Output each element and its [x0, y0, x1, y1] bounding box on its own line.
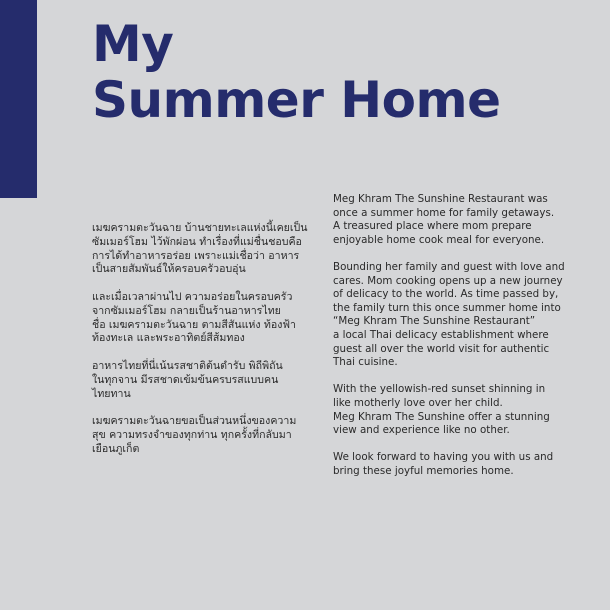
english-text-column: [333, 193, 593, 492]
navy-accent-bar: [0, 0, 37, 198]
thai-paragraph-1: เมฆครามตะวันฉาย บ้านชายทะเลแห่งนี้เคยเป็น ซัมเมอร์โฮม ไว้พักผ่อน ทำเรื่องที่แม่ชื่นชอบคือ การได้ทำอาหารอร่อย เพราะแม่เชื่อว่า อาหาร เป็นสายสัมพันธ์ให้ครอบครัวอบอุ่น: [92, 222, 308, 276]
thai-paragraph-3: อาหารไทยที่นี่เน้นรสชาติต้นตำรับ พิถีพิถัน ในทุกจาน มีรสชาดเข้มข้นครบรสแบบคนไทยทาน: [92, 359, 283, 400]
page-title-line-1: My: [92, 15, 174, 73]
english-paragraph-4: We look forward to having you with us and bring these joyful memories home.: [333, 451, 554, 477]
english-paragraph-3: With the yellowish-red sunset shinning in like motherly love over her child. Meg Khram The Sunshine offer a stunning view and experience like no other.: [333, 383, 550, 437]
page-title: [92, 16, 501, 128]
thai-text-column: [92, 222, 317, 470]
thai-paragraph-2: และเมื่อเวลาผ่านไป ความอร่อยในครอบครัว จากซัมเมอร์โฮม กลายเป็นร้านอาหารไทย ชื่อ เมฆครามตะวันฉาย ตามสีสันแห่ง ท้องฟ้า ท้องทะเล และพระอาทิตย์สีส้มทอง: [92, 290, 296, 345]
thai-paragraph-4: เมฆครามตะวันฉายขอเป็นส่วนหนึ่งของความ สุข ความทรงจำของทุกท่าน ทุกครั้งที่กลับมา เยือนภูเก็ต: [92, 415, 297, 455]
english-paragraph-2: Bounding her family and guest with love and cares. Mom cooking opens up a new journey of delicacy to the world. As time passed by, the family turn this once summer home into “Meg Khram The Sunshine Restaurant” a local Thai delicacy establishment where guest all over the world visit for authentic Thai cuisine.: [333, 260, 565, 369]
english-paragraph-1: Meg Khram The Sunshine Restaurant was once a summer home for family getaways. A treasured place where mom prepare enjoyable home cook meal for everyone.: [333, 193, 555, 246]
page-title-line-2: Summer Home: [92, 71, 501, 129]
